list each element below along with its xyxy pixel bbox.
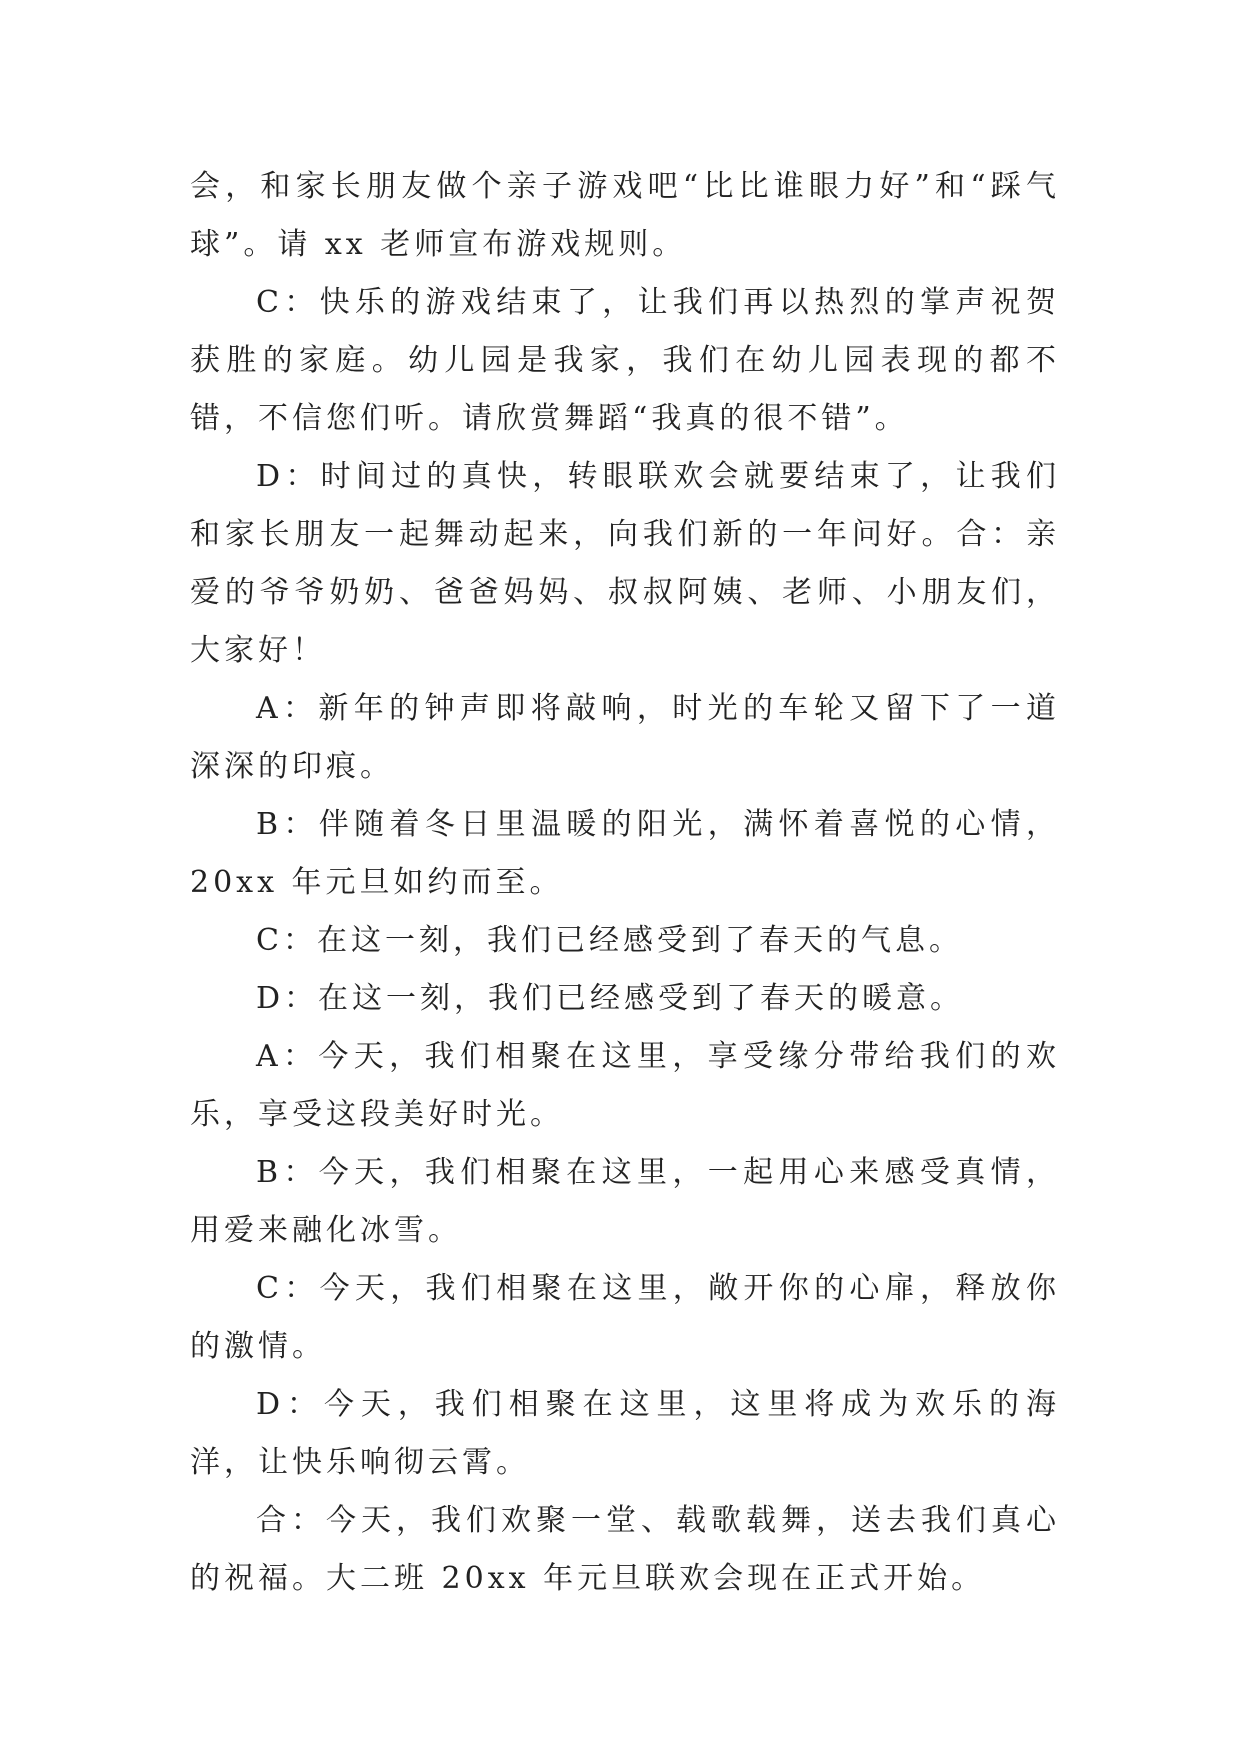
paragraph: 会，和家长朋友做个亲子游戏吧“比比谁眼力好”和“踩气球”。请 xx 老师宣布游戏规则。	[190, 169, 1060, 262]
paragraph: C：今天，我们相聚在这里，敞开你的心扉，释放你的激情。	[190, 1271, 1060, 1364]
paragraph: A：新年的钟声即将敲响，时光的车轮又留下了一道深深的印痕。	[190, 691, 1060, 784]
paragraph: D：今天，我们相聚在这里，这里将成为欢乐的海洋，让快乐响彻云霄。	[190, 1387, 1060, 1480]
paragraph: A：今天，我们相聚在这里，享受缘分带给我们的欢乐，享受这段美好时光。	[190, 1039, 1060, 1132]
paragraph: D：在这一刻，我们已经感受到了春天的暖意。	[256, 981, 965, 1016]
paragraph: 合：今天，我们欢聚一堂、载歌载舞，送去我们真心的祝福。大二班 20xx 年元旦联欢会现在正式开始。	[190, 1503, 1060, 1596]
document-body	[190, 158, 1060, 1608]
paragraph: B：今天，我们相聚在这里，一起用心来感受真情，用爱来融化冰雪。	[190, 1155, 1060, 1248]
paragraph: C：快乐的游戏结束了，让我们再以热烈的掌声祝贺获胜的家庭。幼儿园是我家，我们在幼儿园表现的都不错，不信您们听。请欣赏舞蹈“我真的很不错”。	[190, 285, 1060, 436]
paragraph: D：时间过的真快，转眼联欢会就要结束了，让我们和家长朋友一起舞动起来，向我们新的一年问好。合：亲爱的爷爷奶奶、爸爸妈妈、叔叔阿姨、老师、小朋友们，大家好！	[190, 459, 1060, 668]
paragraph: C：在这一刻，我们已经感受到了春天的气息。	[256, 923, 963, 958]
paragraph: B：伴随着冬日里温暖的阳光，满怀着喜悦的心情，20xx 年元旦如约而至。	[190, 807, 1060, 900]
